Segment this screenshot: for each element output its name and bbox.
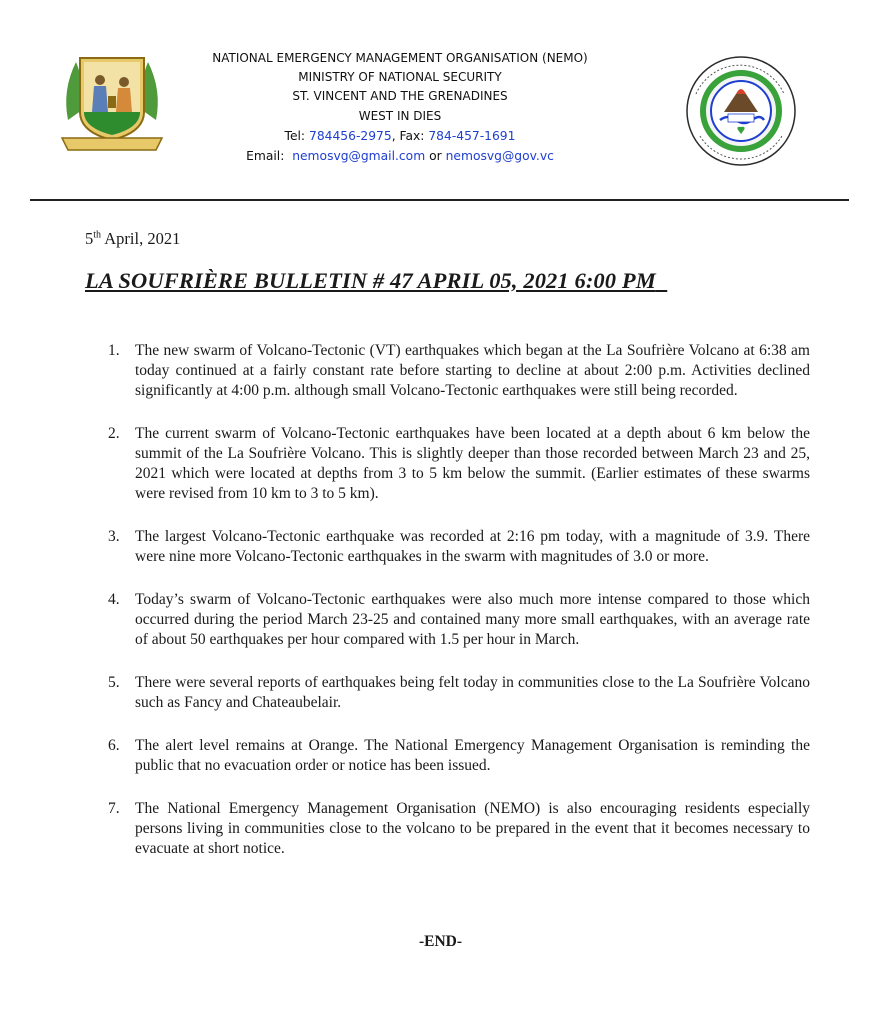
list-item (108, 590, 810, 650)
item-text: The National Emergency Management Organisation (NEMO) is also encouraging residents especially persons living in communities close to the volcano to be prepared in the event that it becomes necessary to evacuate at short notice. (135, 800, 810, 857)
phone-line: Tel: 784456-2975, Fax: 784-457-1691 (284, 128, 516, 143)
item-number: 5. (108, 674, 120, 691)
coat-of-arms-icon (58, 50, 166, 156)
item-text: There were several reports of earthquakes being felt today in communities close to the La Soufrière Volcano such as Fancy and Chateaubelair. (135, 674, 810, 711)
item-text: The current swarm of Volcano-Tectonic earthquakes have been located at a depth about 6 km below the summit of the La Soufrière Volcano. This is slightly deeper than those recorded between March 23 and 25, 2021 which were located at depths from 3 to 5 km below the summit. (Earlier estimates of these swarms were revised from 10 km to 3 to 5 km). (135, 425, 810, 502)
region-name: WEST IN DIES (358, 108, 442, 123)
ministry-name: MINISTRY OF NATIONAL SECURITY (298, 70, 502, 85)
list-item (108, 799, 810, 859)
date-day: 5 (85, 229, 94, 248)
list-item (108, 527, 810, 567)
tel-label: Tel: (284, 128, 306, 143)
letterhead (190, 49, 610, 166)
fax-number[interactable]: 784-457-1691 (428, 128, 516, 143)
bulletin-title (85, 268, 667, 294)
item-text: Today’s swarm of Volcano-Tectonic earthquakes were also much more intense compared to those which occurred during the period March 23-25 and contained many more small earthquakes, with an average rate of about 50 earthquakes per hour compared with 1.5 per hour in March. (135, 591, 810, 648)
item-number: 6. (108, 737, 120, 754)
list-item (108, 341, 810, 401)
bulletin-items (108, 341, 810, 882)
item-number: 2. (108, 425, 120, 442)
date-month-year: April, 2021 (101, 229, 181, 248)
email-secondary-link[interactable]: nemosvg@gov.vc (445, 149, 554, 164)
country-name: ST. VINCENT AND THE GRENADINES (292, 89, 508, 104)
header-divider (30, 199, 849, 201)
nemo-emblem-icon (684, 54, 798, 168)
tel-number[interactable]: 784456-2975 (309, 128, 392, 143)
list-item (108, 736, 810, 776)
item-number: 1. (108, 342, 120, 359)
email-label: Email: (246, 149, 285, 164)
fax-label: Fax: (399, 128, 425, 143)
item-number: 3. (108, 528, 120, 545)
date-suffix: th (93, 229, 102, 241)
email-or: or (429, 149, 442, 164)
end-marker: -END- (418, 933, 463, 950)
email-line (190, 147, 610, 166)
item-text: The alert level remains at Orange. The National Emergency Management Organisation is reminding the public that no evacuation order or notice has been issued. (135, 737, 810, 774)
bulletin-title-text: LA SOUFRIÈRE BULLETIN # 47 APRIL 05, 2021 6:00 PM (85, 268, 656, 293)
org-name: NATIONAL EMERGENCY MANAGEMENT ORGANISATION (NEMO) (212, 51, 588, 65)
list-item (108, 673, 810, 713)
email-primary-link[interactable]: nemosvg@gmail.com (292, 149, 426, 164)
item-number: 4. (108, 591, 120, 608)
item-text: The new swarm of Volcano-Tectonic (VT) earthquakes which began at the La Soufrière Volcano at 6:38 am today continued at a fairly constant rate before starting to decline at about 2:00 p.m. Activities declined significantly at 4:00 p.m. although small Volcano-Tectonic earthquakes were still being recorded. (135, 342, 810, 399)
item-text: The largest Volcano-Tectonic earthquake was recorded at 2:16 pm today, with a magnitude of 3.9. There were nine more Volcano-Tectonic earthquakes in the swarm with magnitudes of 3.0 or more. (135, 528, 810, 565)
bulletin-date (85, 229, 180, 249)
list-item (108, 424, 810, 504)
item-number: 7. (108, 800, 120, 817)
